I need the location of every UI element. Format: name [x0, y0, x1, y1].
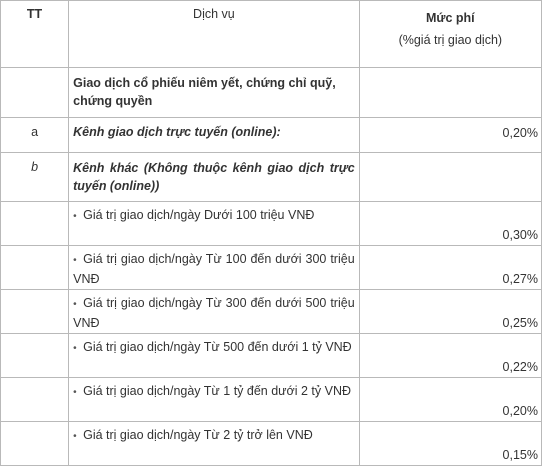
row-b: [1, 153, 542, 202]
tier-fee: 0,15%: [359, 422, 541, 466]
tier-tt: [1, 422, 69, 466]
row-a: [1, 118, 542, 153]
row-b-fee: [359, 153, 541, 202]
tier-row: [1, 334, 542, 378]
section-tt: [1, 68, 69, 118]
tier-tt: [1, 290, 69, 334]
header-fee: [359, 1, 541, 68]
header-service: Dịch vụ: [69, 1, 360, 68]
tier-tt: [1, 334, 69, 378]
row-a-service: Kênh giao dịch trực tuyến (online):: [69, 118, 360, 153]
header-tt: TT: [1, 1, 69, 68]
bullet-icon: •: [73, 343, 77, 354]
tier-service: [69, 334, 360, 378]
tier-service: [69, 422, 360, 466]
tier-service: [69, 202, 360, 246]
tier-service: [69, 290, 360, 334]
section-fee: [359, 68, 541, 118]
tier-fee: 0,25%: [359, 290, 541, 334]
tier-row: [1, 422, 542, 466]
section-title: Giao dịch cổ phiếu niêm yết, chứng chỉ quỹ, chứng quyền: [69, 68, 360, 118]
header-fee-title: Mức phí: [426, 11, 475, 25]
tier-fee: 0,20%: [359, 378, 541, 422]
row-a-tt: a: [1, 118, 69, 153]
bullet-icon: •: [73, 255, 77, 266]
row-a-fee: 0,20%: [359, 118, 541, 153]
bullet-icon: •: [73, 299, 77, 310]
bullet-icon: •: [73, 431, 77, 442]
tier-label: Giá trị giao dịch/ngày Dưới 100 triệu VNĐ: [83, 208, 315, 222]
tier-tt: [1, 246, 69, 290]
bullet-icon: •: [73, 211, 77, 222]
tier-fee: 0,30%: [359, 202, 541, 246]
tier-label: Giá trị giao dịch/ngày Từ 500 đến dưới 1 tỷ VNĐ: [83, 340, 352, 354]
bullet-icon: •: [73, 387, 77, 398]
tier-label: Giá trị giao dịch/ngày Từ 2 tỷ trở lên VNĐ: [83, 428, 313, 442]
tier-row: [1, 202, 542, 246]
tier-fee: 0,22%: [359, 334, 541, 378]
row-b-tt: b: [1, 153, 69, 202]
tier-label: Giá trị giao dịch/ngày Từ 100 đến dưới 300 triệu VNĐ: [73, 252, 355, 286]
tier-tt: [1, 202, 69, 246]
tier-service: [69, 246, 360, 290]
tier-row: [1, 290, 542, 334]
tier-fee: 0,27%: [359, 246, 541, 290]
header-row: [1, 1, 542, 68]
section-row: [1, 68, 542, 118]
row-b-service: Kênh khác (Không thuộc kênh giao dịch trực tuyến (online)): [69, 153, 360, 202]
tier-label: Giá trị giao dịch/ngày Từ 1 tỷ đến dưới 2 tỷ VNĐ: [83, 384, 352, 398]
header-fee-subtitle: (%giá trị giao dịch): [398, 33, 503, 47]
tier-row: [1, 246, 542, 290]
tier-label: Giá trị giao dịch/ngày Từ 300 đến dưới 500 triệu VNĐ: [73, 296, 355, 330]
